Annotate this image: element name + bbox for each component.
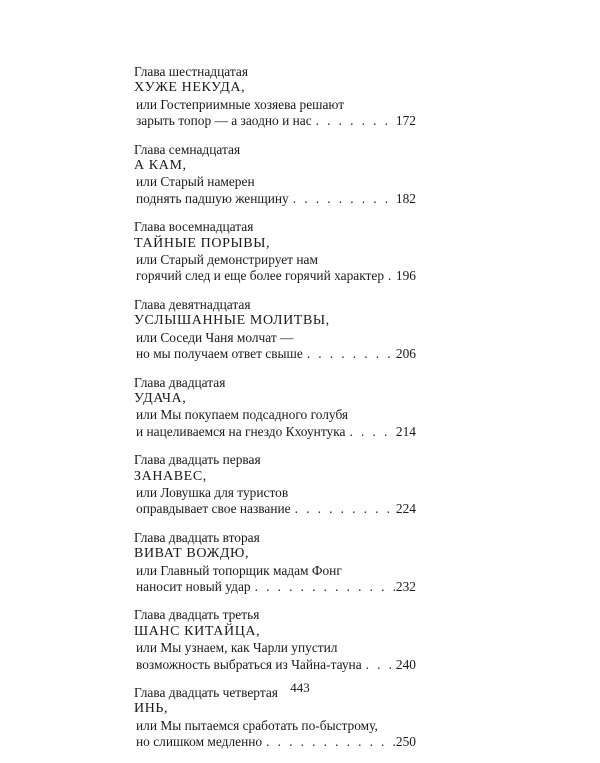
chapter-title: ЗАНАВЕС,	[134, 468, 207, 484]
chapter-last-line	[134, 657, 416, 673]
toc-entry	[134, 64, 416, 130]
chapter-subtitle: или Главный топорщик мадам Фонг	[136, 562, 342, 578]
folio-page-number: 443	[290, 680, 310, 695]
dot-leader	[366, 657, 395, 673]
toc-entry	[134, 530, 416, 596]
chapter-number: Глава двадцать вторая	[134, 529, 260, 545]
chapter-title: А КАМ,	[134, 158, 187, 174]
toc-entry	[134, 452, 416, 518]
toc-entry	[134, 607, 416, 673]
toc-entry	[134, 297, 416, 363]
chapter-number: Глава двадцать четвертая	[134, 685, 278, 700]
chapter-subtitle-end: горячий след и еще более горячий характер	[136, 268, 385, 284]
chapter-subtitle-end: зарыть топор — а заодно и нас	[136, 113, 312, 129]
table-of-contents	[134, 64, 416, 763]
page-number: 240	[395, 656, 416, 672]
dot-leader	[349, 424, 394, 440]
chapter-title: УДАЧА,	[134, 390, 187, 406]
toc-entry	[134, 142, 416, 208]
chapter-subtitle: или Старый демонстрирует нам	[136, 252, 318, 268]
chapter-subtitle-end: и нацеливаемся на гнездо Кхоунтука	[136, 423, 346, 439]
page-number: 172	[395, 113, 416, 129]
chapter-subtitle: или Соседи Чаня молчат —	[136, 329, 294, 345]
page-number: 232	[395, 578, 416, 594]
chapter-last-line	[134, 424, 416, 440]
page-number: 206	[395, 346, 416, 362]
dot-leader	[388, 268, 395, 284]
chapter-subtitle-end: наносит новый удар	[136, 578, 251, 594]
dot-leader	[307, 346, 395, 362]
chapter-title: ШАНС КИТАЙЦА,	[134, 623, 261, 639]
dot-leader	[255, 579, 395, 595]
dot-leader	[316, 113, 395, 129]
chapter-subtitle: или Мы покупаем подсадного голубя	[136, 407, 349, 423]
chapter-last-line	[134, 113, 416, 129]
chapter-number: Глава семнадцатая	[134, 141, 241, 157]
dot-leader	[293, 191, 395, 207]
chapter-subtitle-end: оправдывает свое название	[136, 501, 291, 517]
page-number: 214	[395, 423, 416, 439]
chapter-title: ВИВАТ ВОЖДЮ,	[134, 546, 250, 562]
chapter-last-line	[134, 346, 416, 362]
chapter-subtitle-end: но мы получаем ответ свыше	[136, 346, 303, 362]
chapter-number: Глава шестнадцатая	[134, 64, 248, 79]
dot-leader	[295, 501, 395, 517]
chapter-last-line	[134, 501, 416, 517]
toc-entry	[134, 219, 416, 285]
chapter-last-line	[134, 579, 416, 595]
chapter-subtitle: или Ловушка для туристов	[136, 484, 289, 500]
chapter-title: ТАЙНЫЕ ПОРЫВЫ,	[134, 235, 271, 251]
chapter-subtitle: или Старый намерен	[136, 174, 255, 190]
toc-entry	[134, 375, 416, 441]
dot-leader	[266, 734, 395, 750]
page-number: 196	[395, 268, 416, 284]
chapter-title: ИНЬ,	[134, 701, 169, 717]
chapter-number: Глава двадцать первая	[134, 452, 261, 468]
chapter-subtitle-end: возможность выбраться из Чайна-тауна	[136, 656, 362, 672]
chapter-subtitle-end: но слишком медленно	[136, 734, 263, 750]
page-number: 224	[395, 501, 416, 517]
chapter-last-line	[134, 734, 416, 750]
chapter-number: Глава двадцать третья	[134, 607, 260, 623]
chapter-subtitle-end: поднять падшую женщину	[136, 190, 289, 206]
chapter-number: Глава девятнадцатая	[134, 296, 251, 312]
page-number: 182	[395, 190, 416, 206]
chapter-subtitle: или Гостеприимные хозяева решают	[136, 96, 345, 112]
chapter-title: ХУЖЕ НЕКУДА,	[134, 80, 246, 96]
chapter-number: Глава восемнадцатая	[134, 219, 254, 235]
chapter-last-line	[134, 268, 416, 284]
chapter-subtitle: или Мы пытаемся сработать по-быстрому,	[136, 717, 378, 733]
chapter-number: Глава двадцатая	[134, 374, 226, 390]
page-number: 250	[395, 734, 416, 750]
chapter-last-line	[134, 191, 416, 207]
chapter-subtitle: или Мы узнаем, как Чарли упустил	[136, 640, 338, 656]
chapter-title: УСЛЫШАННЫЕ МОЛИТВЫ,	[134, 313, 330, 329]
